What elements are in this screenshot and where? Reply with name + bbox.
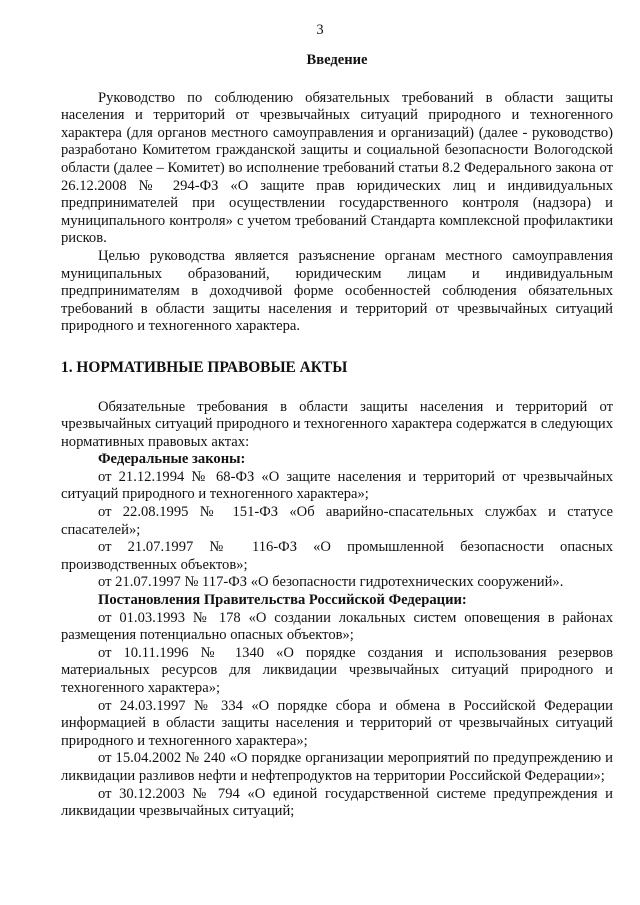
intro-paragraph: Руководство по соблюдению обязательных требований в области защиты населения и территорий от чрезвычайных ситуаций природного и техногенного характера (для органов местного самоуправления и организаций) (далее - руководство) разработано Комитетом гражданской защиты и социальной безопасности Вологодской области (далее – Комитет) во исполнение требований статьи 8.2 Федерального закона от 26.12.2008 № 294-ФЗ «О защите прав юридических лиц и индивидуальных предпринимателей при осуществлении государственного контроля (надзора) и муниципального контроля» с учетом требований Стандарта комплексной профилактики рисков.	[61, 89, 613, 247]
federal-laws-heading: Федеральные законы:	[98, 451, 246, 468]
page-number: 3	[316, 22, 324, 38]
federal-law-item: от 21.07.1997 № 117-ФЗ «О безопасности гидротехнических сооружений».	[98, 574, 564, 591]
government-decree-item: от 30.12.2003 № 794 «О единой государственной системе предупреждения и ликвидации чрезвычайных ситуаций;	[61, 785, 613, 820]
government-decree-item: от 10.11.1996 № 1340 «О порядке создания и использования резервов материальных ресурсов для ликвидации чрезвычайных ситуаций природного и техногенного характера»;	[61, 644, 613, 696]
government-decree-item: от 24.03.1997 № 334 «О порядке сбора и обмена в Российской Федерации информацией в области защиты населения и территорий от чрезвычайных ситуаций природного и техногенного характера»;	[61, 697, 613, 749]
intro-title: Введение	[306, 52, 368, 68]
government-decree-item: от 15.04.2002 № 240 «О порядке организации мероприятий по предупреждению и ликвидации разливов нефти и нефтепродуктов на территории Российской Федерации»;	[61, 750, 613, 784]
document-body	[61, 52, 613, 821]
government-decrees-heading: Постановления Правительства Российской Федерации:	[98, 592, 467, 609]
intro-paragraph: Целью руководства является разъяснение органам местного самоуправления муниципальных образований, юридическим лицам и индивидуальным предпринимателям в доходчивой форме особенностей соблюдения обязательных требований в области защиты населения и территорий от чрезвычайных ситуаций природного и техногенного характера.	[61, 247, 613, 335]
federal-law-item: от 21.12.1994 № 68-ФЗ «О защите населения и территорий от чрезвычайных ситуаций природного и техногенного характера»;	[61, 468, 613, 503]
government-decree-item: от 01.03.1993 № 178 «О создании локальных систем оповещения в районах размещения потенциально опасных объектов»;	[61, 609, 613, 644]
federal-law-item: от 22.08.1995 № 151-ФЗ «Об аварийно-спасательных службах и статусе спасателей»;	[61, 504, 613, 538]
federal-law-item: от 21.07.1997 № 116-ФЗ «О промышленной безопасности опасных производственных объектов»;	[61, 539, 613, 573]
section-heading: 1. НОРМАТИВНЫЕ ПРАВОВЫЕ АКТЫ	[61, 358, 348, 376]
section-lead: Обязательные требования в области защиты населения и территорий от чрезвычайных ситуаций природного и техногенного характера содержатся в следующих нормативных правовых актах:	[61, 398, 613, 450]
